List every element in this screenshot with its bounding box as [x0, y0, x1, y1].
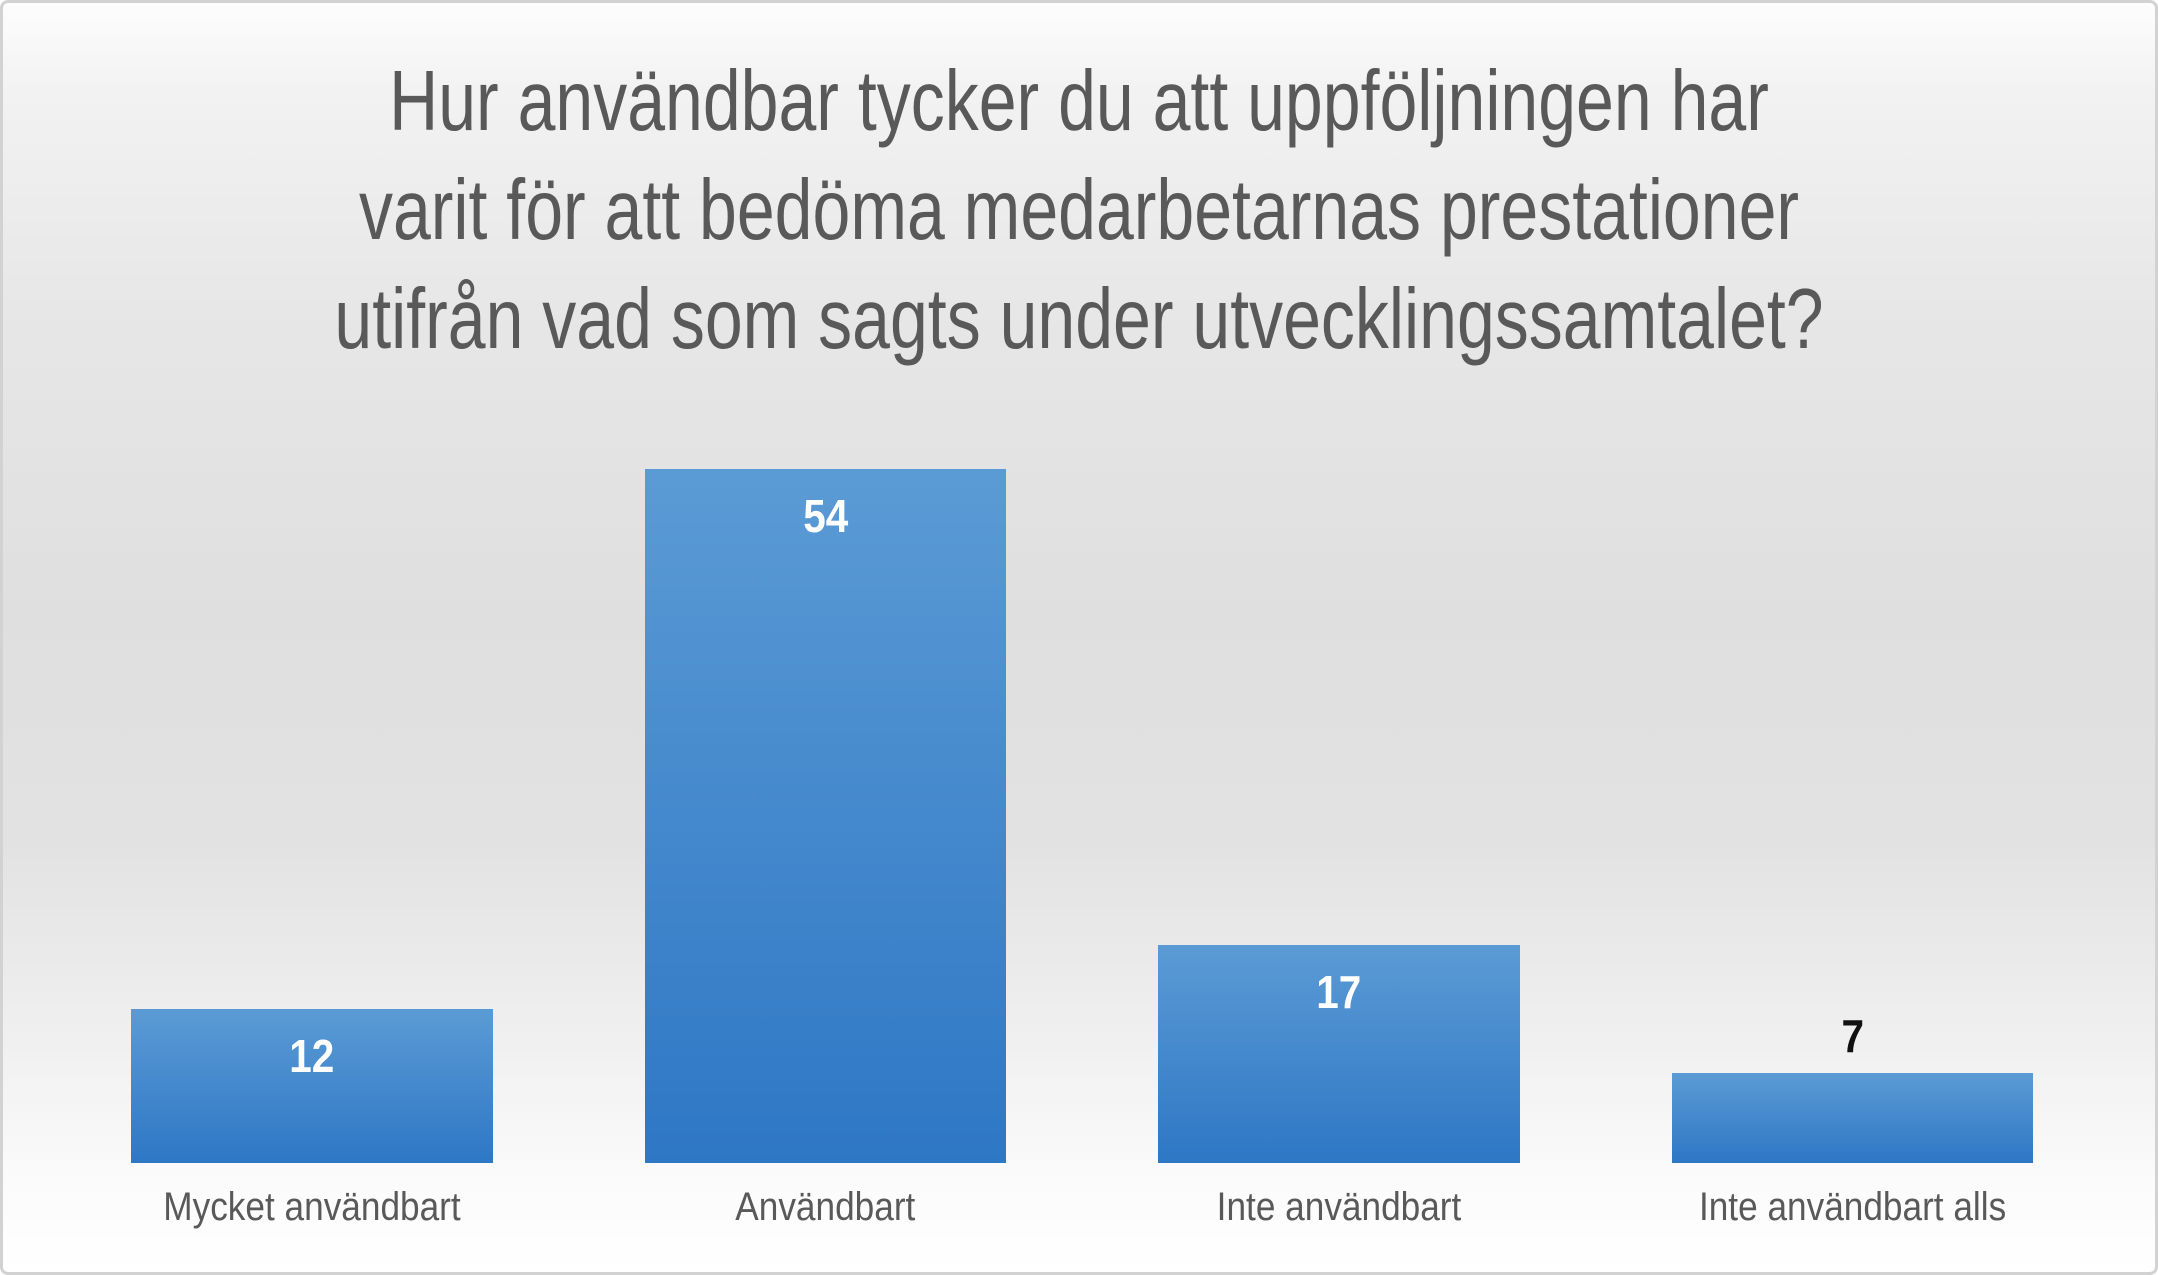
chart-title-line: varit för att bedöma medarbetarnas prestationer — [358, 163, 1800, 258]
chart-title — [218, 47, 1940, 374]
bar-column-inte-anvandbart-alls — [1672, 469, 2034, 1163]
plot-area — [131, 469, 2033, 1163]
bar-value-label: 54 — [802, 490, 848, 542]
bar-category-label: Användbart — [735, 1185, 916, 1229]
bar-inte-anvandbart-alls — [1672, 1010, 2034, 1163]
bar-category-label: Inte användbart alls — [1698, 1185, 2006, 1229]
bar-value-label: 12 — [289, 1030, 335, 1082]
bar-value-label: 17 — [1316, 966, 1362, 1018]
bar-column-inte-anvandbart — [1158, 469, 1520, 1163]
bar-value-label: 7 — [1840, 1010, 1864, 1062]
bar-mycket-anvandbart — [131, 1009, 493, 1163]
bar-column-mycket-anvandbart — [131, 469, 493, 1163]
chart-title-line: utifrån vad som sagts under utvecklingssamtalet? — [334, 272, 1824, 367]
chart-title-line: Hur användbar tycker du att uppföljningen har — [389, 54, 1769, 149]
bar-column-anvandbart — [645, 469, 1007, 1163]
bar-category-label: Inte användbart — [1216, 1185, 1462, 1229]
bar-inte-anvandbart — [1158, 945, 1520, 1163]
bar-anvandbart — [645, 469, 1007, 1163]
bar-category-label: Mycket användbart — [163, 1185, 461, 1229]
category-axis — [131, 1163, 2033, 1272]
